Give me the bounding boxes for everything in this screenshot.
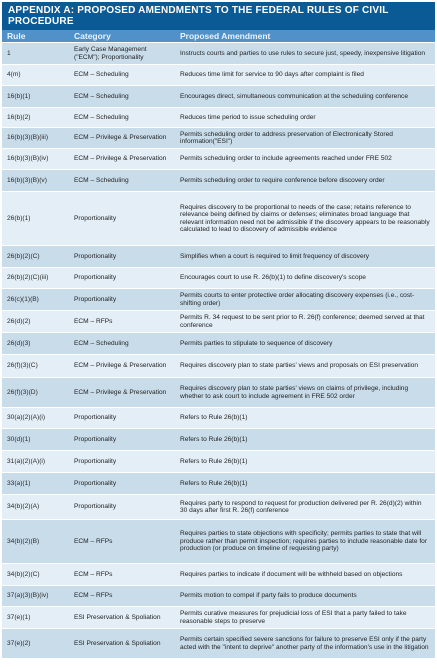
table-row — [2, 607, 435, 629]
cell-amendment: Encourages court to use R. 26(b)(1) to define discovery's scope — [175, 268, 435, 289]
table-row — [2, 108, 435, 128]
cell-rule: 16(b)(3)(B)(v) — [2, 170, 69, 192]
table-row — [2, 629, 435, 659]
table-row — [2, 289, 435, 311]
cell-category: ECM – RFPs — [69, 520, 175, 564]
cell-amendment: Refers to Rule 26(b)(1) — [175, 429, 435, 451]
appendix-title: APPENDIX A: PROPOSED AMENDMENTS TO THE FEDERAL RULES OF CIVIL PROCEDURE — [2, 2, 435, 30]
cell-category: ECM – Scheduling — [69, 86, 175, 108]
cell-amendment: Requires discovery plan to state parties' views on claims of privilege, including whether to ask court to include agreement in FRE 502 order — [175, 378, 435, 408]
cell-rule: 26(d)(2) — [2, 311, 69, 333]
cell-category: Proportionality — [69, 429, 175, 451]
cell-category: Proportionality — [69, 192, 175, 246]
cell-category: ESI Preservation & Spoliation — [69, 607, 175, 629]
table-row — [2, 473, 435, 495]
cell-category: ECM – Privilege & Preservation — [69, 355, 175, 378]
cell-amendment: Permits R. 34 request to be sent prior to R. 26(f) conference; deemed served at that conference — [175, 311, 435, 333]
table-row — [2, 564, 435, 586]
cell-amendment: Permits scheduling order to address preservation of Electronically Stored information("ESI") — [175, 128, 435, 149]
cell-rule: 16(b)(3)(B)(iii) — [2, 128, 69, 149]
cell-rule: 16(b)(1) — [2, 86, 69, 108]
cell-rule: 37(e)(1) — [2, 607, 69, 629]
cell-category: ECM – RFPs — [69, 564, 175, 586]
table-row — [2, 355, 435, 378]
cell-amendment: Reduces time limit for service to 90 days after complaint is filed — [175, 65, 435, 86]
cell-category: ECM – Scheduling — [69, 108, 175, 128]
cell-category: ECM – Scheduling — [69, 170, 175, 192]
cell-rule: 33(a)(1) — [2, 473, 69, 495]
cell-category: Proportionality — [69, 408, 175, 429]
header-amendment: Proposed Amendment — [175, 30, 435, 43]
cell-amendment: Encourages direct, simultaneous communication at the scheduling conference — [175, 86, 435, 108]
table-row — [2, 520, 435, 564]
cell-rule: 34(b)(2)(C) — [2, 564, 69, 586]
cell-category: Early Case Management ("ECM"); Proportionality — [69, 43, 175, 65]
cell-amendment: Reduces time period to issue scheduling order — [175, 108, 435, 128]
cell-category: ECM – RFPs — [69, 586, 175, 607]
cell-category: ECM – Privilege & Preservation — [69, 128, 175, 149]
table-row — [2, 586, 435, 607]
cell-rule: 26(b)(1) — [2, 192, 69, 246]
table-row — [2, 192, 435, 246]
cell-rule: 26(c)(1)(B) — [2, 289, 69, 311]
cell-amendment: Permits courts to enter protective order allocating discovery expenses (i.e., cost-shifting order) — [175, 289, 435, 311]
cell-rule: 26(f)(3)(C) — [2, 355, 69, 378]
table-row — [2, 170, 435, 192]
cell-rule: 16(b)(3)(B)(iv) — [2, 149, 69, 170]
cell-rule: 4(m) — [2, 65, 69, 86]
cell-amendment: Permits parties to stipulate to sequence of discovery — [175, 333, 435, 355]
cell-amendment: Instructs courts and parties to use rules to secure just, speedy, inexpensive litigation — [175, 43, 435, 65]
table-row — [2, 86, 435, 108]
table-row — [2, 65, 435, 86]
table-header-row — [2, 30, 435, 43]
table-row — [2, 268, 435, 289]
cell-rule: 37(a)(3)(B)(iv) — [2, 586, 69, 607]
cell-amendment: Requires parties to indicate if document will be withheld based on objections — [175, 564, 435, 586]
cell-amendment: Refers to Rule 26(b)(1) — [175, 451, 435, 473]
cell-amendment: Requires discovery to be proportional to needs of the case; retains reference to relevance being defined by claims or defenses; eliminates broad language that relevant information need not be admissible if the discovery appears to be reasonably calculated to lead to discovery of admissible evidence — [175, 192, 435, 246]
cell-amendment: Requires party to respond to request for production delivered per R. 26(d)(2) within 30 days after first R. 26(f) conference — [175, 495, 435, 520]
table-row — [2, 246, 435, 268]
table-row — [2, 378, 435, 408]
table-row — [2, 451, 435, 473]
cell-amendment: Refers to Rule 26(b)(1) — [175, 408, 435, 429]
cell-amendment: Permits certain specified severe sanctions for failure to preserve ESI only if the party acted with the "intent to deprive" another party of the information's use in the litigation — [175, 629, 435, 659]
header-category: Category — [69, 30, 175, 43]
cell-rule: 26(b)(2)(C)(iii) — [2, 268, 69, 289]
cell-amendment: Requires parties to state objections with specificity; permits parties to state that will produce rather than permit inspection; requires parties to include reasonable date for production (or produce on timeline of requesting party) — [175, 520, 435, 564]
cell-rule: 26(f)(3)(D) — [2, 378, 69, 408]
cell-amendment: Permits motion to compel if party fails to produce documents — [175, 586, 435, 607]
cell-category: ECM – Privilege & Preservation — [69, 378, 175, 408]
cell-rule: 26(b)(2)(C) — [2, 246, 69, 268]
cell-rule: 34(b)(2)(A) — [2, 495, 69, 520]
table-row — [2, 429, 435, 451]
cell-category: Proportionality — [69, 495, 175, 520]
table-row — [2, 333, 435, 355]
cell-amendment: Requires discovery plan to state parties' views and proposals on ESI preservation — [175, 355, 435, 378]
header-rule: Rule — [2, 30, 69, 43]
cell-amendment: Refers to Rule 26(b)(1) — [175, 473, 435, 495]
cell-category: Proportionality — [69, 268, 175, 289]
cell-rule: 26(d)(3) — [2, 333, 69, 355]
cell-rule: 34(b)(2)(B) — [2, 520, 69, 564]
cell-category: ECM – Scheduling — [69, 333, 175, 355]
cell-rule: 30(d)(1) — [2, 429, 69, 451]
table-row — [2, 311, 435, 333]
cell-rule: 16(b)(2) — [2, 108, 69, 128]
table-row — [2, 408, 435, 429]
table-row — [2, 149, 435, 170]
cell-rule: 31(a)(2)(A)(i) — [2, 451, 69, 473]
cell-amendment: Permits scheduling order to include agreements reached under FRE 502 — [175, 149, 435, 170]
cell-category: ECM – Privilege & Preservation — [69, 149, 175, 170]
cell-category: ECM – RFPs — [69, 311, 175, 333]
cell-amendment: Permits scheduling order to require conference before discovery order — [175, 170, 435, 192]
cell-amendment: Simplifies when a court is required to limit frequency of discovery — [175, 246, 435, 268]
table-row — [2, 495, 435, 520]
cell-category: Proportionality — [69, 246, 175, 268]
cell-category: ESI Preservation & Spoliation — [69, 629, 175, 659]
cell-rule: 30(a)(2)(A)(i) — [2, 408, 69, 429]
cell-rule: 1 — [2, 43, 69, 65]
table-row — [2, 43, 435, 65]
cell-amendment: Permits curative measures for prejudicial loss of ESI that a party failed to take reasonable steps to preserve — [175, 607, 435, 629]
cell-category: Proportionality — [69, 473, 175, 495]
cell-category: Proportionality — [69, 451, 175, 473]
cell-rule: 37(e)(2) — [2, 629, 69, 659]
cell-category: ECM – Scheduling — [69, 65, 175, 86]
table-row — [2, 128, 435, 149]
cell-category: Proportionality — [69, 289, 175, 311]
amendments-table — [2, 30, 435, 659]
